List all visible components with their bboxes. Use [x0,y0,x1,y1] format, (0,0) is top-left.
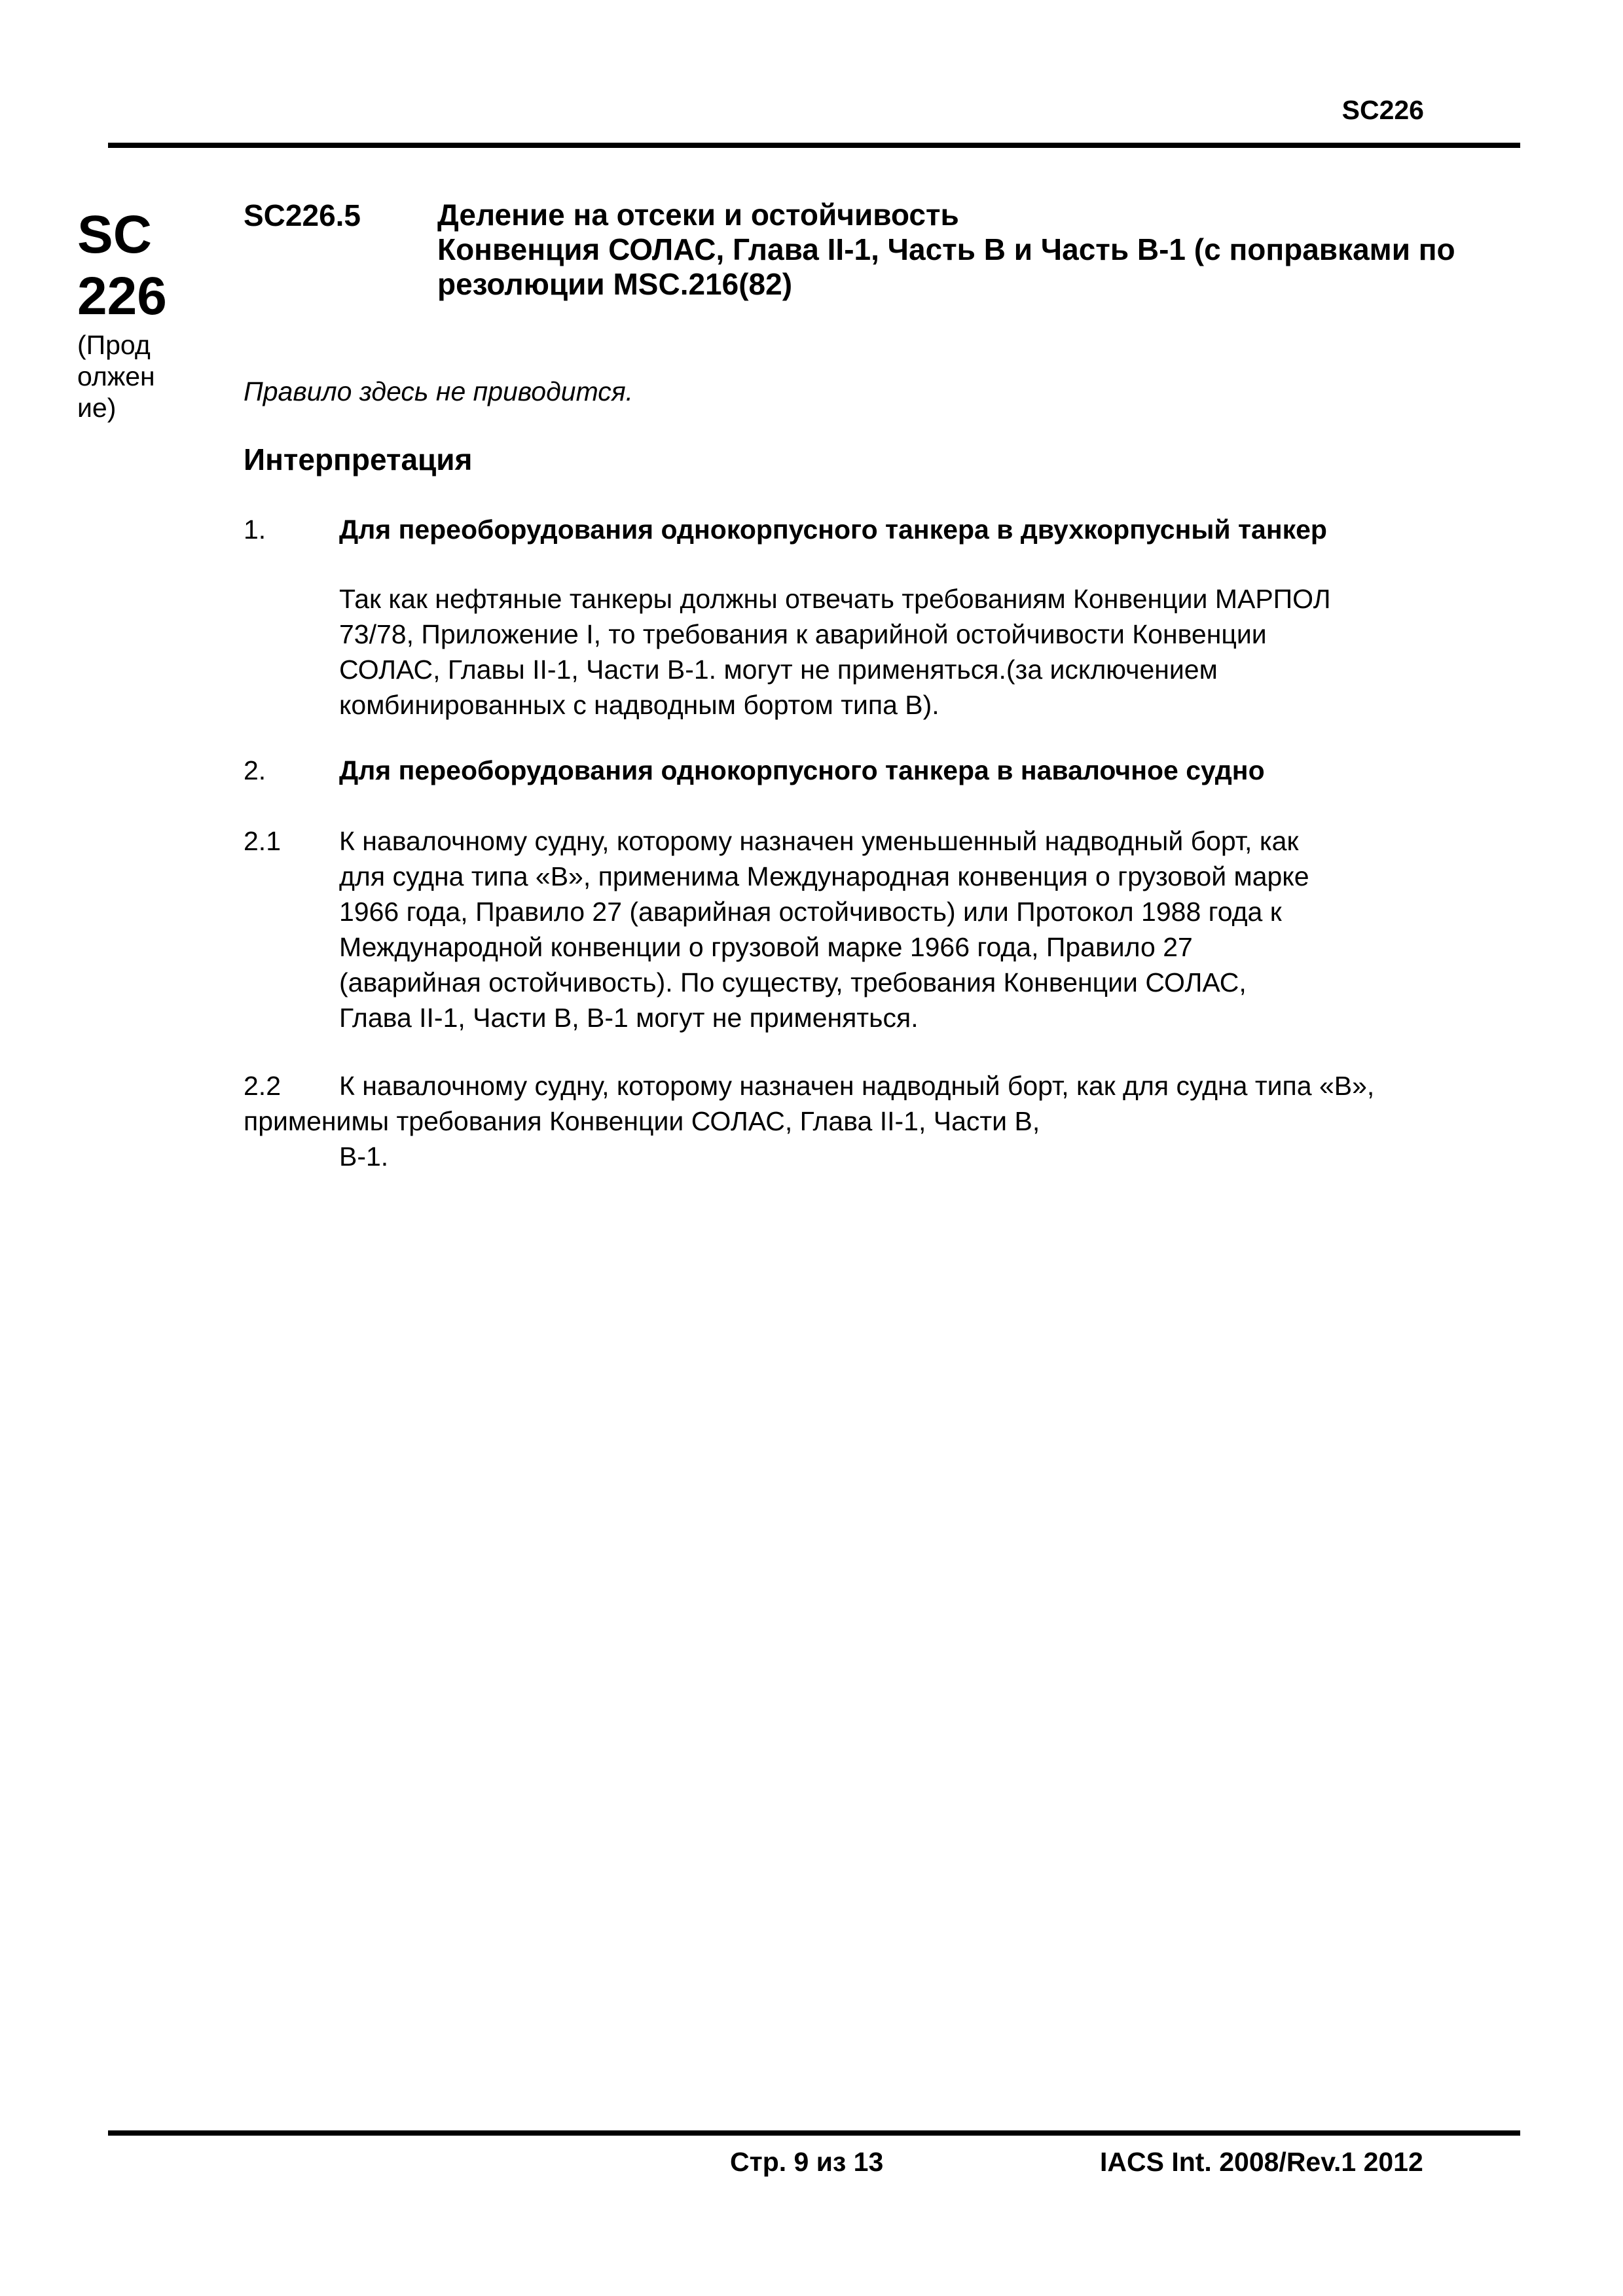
section-title-line: Деление на отсеки и остойчивость [437,198,959,232]
item-body-line: Глава II-1, Части B, B-1 могут не применяться. [339,1003,919,1033]
regulation-note: Правило здесь не приводится. [244,376,634,406]
sidebar-continued-line: олжен [77,361,155,391]
item-number: 2. [244,755,266,785]
sidebar-code-letters: SC [77,205,152,264]
item-body-line: B-1. [339,1141,389,1172]
header-code: SC226 [1341,95,1424,125]
interpretation-heading: Интерпретация [244,442,473,476]
section-number: SC226.5 [244,198,361,232]
sidebar-continued [77,329,175,423]
item-body [339,823,1491,1035]
sidebar-code-number: 226 [77,266,167,326]
item-body-line: Международной конвенции о грузовой марке 1966 года, Правило 27 [339,932,1193,962]
item-body [339,581,1491,723]
footer-rule [108,2130,1520,2136]
footer-page-number: Стр. 9 из 13 [730,2147,884,2177]
section-title-line: резолюции MSC.216(82) [437,267,793,301]
item-number: 2.2 [244,1071,281,1101]
sidebar-continued-line: ие) [77,393,117,423]
item-body-line: 1966 года, Правило 27 (аварийная остойчивость) или Протокол 1988 года к [339,897,1282,927]
item-body-line: комбинированных с надводным бортом типа B). [339,690,939,720]
item-heading: Для переоборудования однокорпусного танкера в навалочное судно [339,755,1265,785]
item-body-line: К навалочному судну, которому назначен уменьшенный надводный борт, как [339,826,1299,856]
item-body-line: 73/78, Приложение I, то требования к аварийной остойчивости Конвенции [339,619,1267,649]
item-body-line: СОЛАС, Главы II-1, Части B-1. могут не применяться.(за исключением [339,655,1218,685]
section-title [437,198,1563,302]
footer-document-id: IACS Int. 2008/Rev.1 2012 [1100,2147,1423,2177]
header-rule [108,143,1520,148]
item-body-line: Так как нефтяные танкеры должны отвечать требованиям Конвенции МАРПОЛ [339,584,1331,614]
item-body-line: К навалочному судну, которому назначен надводный борт, как для судна типа «В», [339,1071,1375,1101]
item-number: 2.1 [244,826,281,856]
item-paragraph [244,1068,1520,1174]
sidebar-continued-line: (Прод [77,330,151,360]
item-body-line: применимы требования Конвенции СОЛАС, Глава II-1, Части B, [244,1106,1040,1136]
section-title-line: Конвенция СОЛАС, Глава II-1, Часть B и Часть B-1 (с поправками по [437,232,1455,266]
item-heading: Для переоборудования однокорпусного танкера в двухкорпусный танкер [339,514,1327,545]
item-body-line: (аварийная остойчивость). По существу, требования Конвенции СОЛАС, [339,967,1247,997]
item-body-line: для судна типа «В», применима Международная конвенция о грузовой марке [339,861,1309,891]
item-number: 1. [244,514,266,545]
